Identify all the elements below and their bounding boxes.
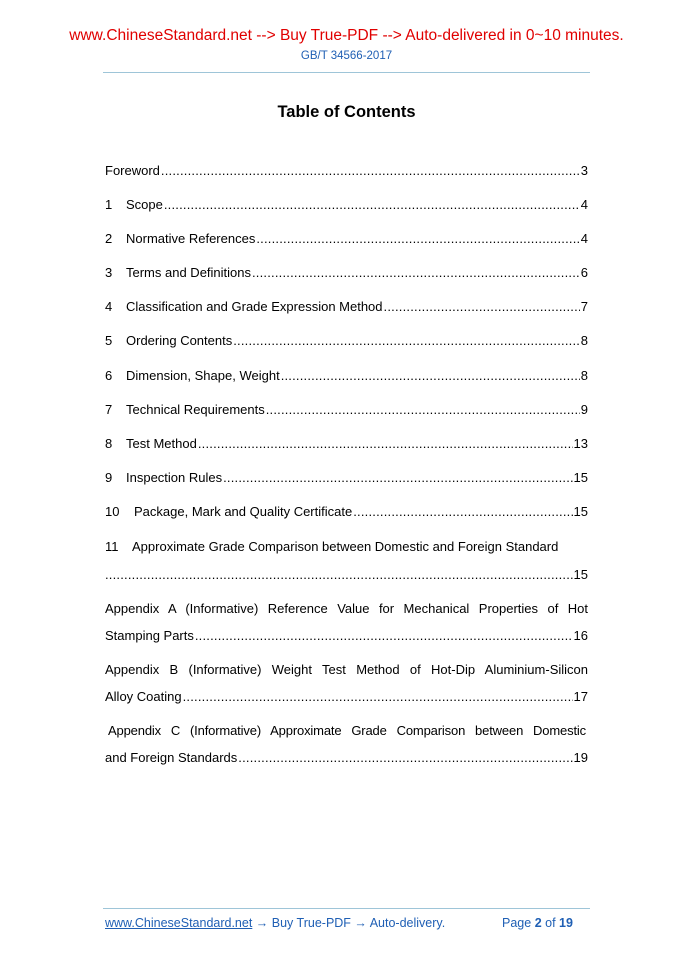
toc-leader xyxy=(266,402,580,418)
page-current: 2 xyxy=(534,916,542,930)
toc-label: Alloy Coating xyxy=(105,689,182,704)
toc-leader xyxy=(256,231,579,247)
toc-entry-dimension[interactable] xyxy=(105,368,588,384)
footer-trail: → Buy True-PDF → Auto-delivery. xyxy=(252,916,446,930)
toc-leader xyxy=(164,197,580,213)
toc-entry-classification[interactable] xyxy=(105,299,588,315)
toc-leader xyxy=(384,299,580,315)
toc-number: 5 xyxy=(105,333,113,348)
toc-page: 3 xyxy=(580,163,588,178)
page-of: of xyxy=(545,916,556,930)
page-label: Page xyxy=(502,916,532,930)
toc-page: 9 xyxy=(580,402,588,417)
toc-entry-test-method[interactable] xyxy=(105,436,588,452)
standard-code: GB/T 34566-2017 xyxy=(300,50,393,62)
toc-entry-grade-comparison-cont[interactable] xyxy=(105,567,588,583)
toc-page: 15 xyxy=(573,504,588,519)
toc-entry-technical-requirements[interactable] xyxy=(105,402,588,418)
toc-page: 8 xyxy=(580,333,588,348)
toc-entry-appendix-b-cont[interactable] xyxy=(105,689,588,705)
toc-leader xyxy=(281,368,580,384)
toc-label: Classification and Grade Expression Method xyxy=(126,299,383,314)
toc-entry-appendix-c-cont[interactable] xyxy=(105,750,588,766)
toc-label: Stamping Parts xyxy=(105,628,194,643)
toc-entry-terms-definitions[interactable] xyxy=(105,265,588,281)
banner-link[interactable]: www.ChineseStandard.net --> Buy True-PDF --> Auto-delivered in 0~10 minutes. xyxy=(69,27,624,44)
toc-label: Foreword xyxy=(105,163,160,178)
toc-label: Scope xyxy=(126,197,163,212)
toc-entry-grade-comparison[interactable] xyxy=(105,539,588,555)
toc-entry-appendix-c[interactable] xyxy=(108,723,586,739)
toc-page: 4 xyxy=(580,197,588,212)
toc-leader xyxy=(238,750,572,766)
header-banner[interactable] xyxy=(0,27,693,45)
footer-link[interactable]: www.ChineseStandard.net xyxy=(105,916,253,930)
toc-number: 11 xyxy=(105,539,119,554)
toc-label: Appendix A (Informative) Reference Value for Mechanical Properties of Hot xyxy=(105,601,588,616)
toc-page: 16 xyxy=(573,628,588,643)
toc-page: 4 xyxy=(580,231,588,246)
toc-entry-inspection-rules[interactable] xyxy=(105,470,588,486)
toc-label: Inspection Rules xyxy=(126,470,223,485)
toc-label: Terms and Definitions xyxy=(126,265,251,280)
toc-label: and Foreign Standards xyxy=(105,750,238,765)
toc-entry-scope[interactable] xyxy=(105,197,588,213)
toc-page: 13 xyxy=(573,436,588,451)
toc-label: Technical Requirements xyxy=(126,402,265,417)
toc-number: 10 xyxy=(105,504,120,519)
toc-label: Appendix B (Informative) Weight Test Method of Hot-Dip Aluminium-Silicon xyxy=(105,662,588,677)
toc-entry-appendix-b[interactable] xyxy=(105,662,588,678)
toc-number: 6 xyxy=(105,368,113,383)
toc-number: 1 xyxy=(105,197,113,212)
toc-label: Dimension, Shape, Weight xyxy=(126,368,280,383)
toc-page: 8 xyxy=(580,368,588,383)
toc-page: 6 xyxy=(580,265,588,280)
toc-entry-appendix-a[interactable] xyxy=(105,601,588,617)
toc-leader xyxy=(195,628,573,644)
toc-label: Normative References xyxy=(126,231,256,246)
toc-page: 15 xyxy=(573,470,588,485)
toc-number: 7 xyxy=(105,402,113,417)
toc-entry-foreword[interactable] xyxy=(105,163,588,179)
toc-page: 7 xyxy=(580,299,588,314)
page-total: 19 xyxy=(559,916,573,930)
toc-leader xyxy=(183,689,573,705)
toc-label: Appendix C (Informative) Approximate Grade Comparison between Domestic xyxy=(108,723,586,738)
toc-leader xyxy=(161,163,580,179)
toc-leader xyxy=(252,265,580,281)
toc-label: Package, Mark and Quality Certificate xyxy=(134,504,353,519)
toc-page: 19 xyxy=(573,750,588,765)
toc-entry-normative-references[interactable] xyxy=(105,231,588,247)
toc-number: 3 xyxy=(105,265,113,280)
toc-number: 9 xyxy=(105,470,113,485)
toc-entry-package-mark[interactable] xyxy=(105,504,588,520)
toc-entry-appendix-a-cont[interactable] xyxy=(105,628,588,644)
footer-link-area[interactable] xyxy=(105,916,445,930)
toc-page: 15 xyxy=(573,567,588,582)
toc-label: Test Method xyxy=(126,436,197,451)
toc-leader xyxy=(353,504,572,520)
toc-label: Approximate Grade Comparison between Domestic and Foreign Standard xyxy=(132,539,559,554)
toc-number: 2 xyxy=(105,231,113,246)
footer-divider xyxy=(103,908,590,909)
toc-entry-ordering-contents[interactable] xyxy=(105,333,588,349)
toc-leader xyxy=(198,436,573,452)
page-title: Table of Contents xyxy=(277,103,416,121)
toc-number: 4 xyxy=(105,299,113,314)
toc-number: 8 xyxy=(105,436,113,451)
toc-leader xyxy=(105,567,573,583)
header-divider xyxy=(103,72,590,73)
toc-leader xyxy=(223,470,572,486)
toc-leader xyxy=(233,333,580,349)
page-indicator xyxy=(502,916,573,930)
toc-label: Ordering Contents xyxy=(126,333,233,348)
toc-page: 17 xyxy=(573,689,588,704)
